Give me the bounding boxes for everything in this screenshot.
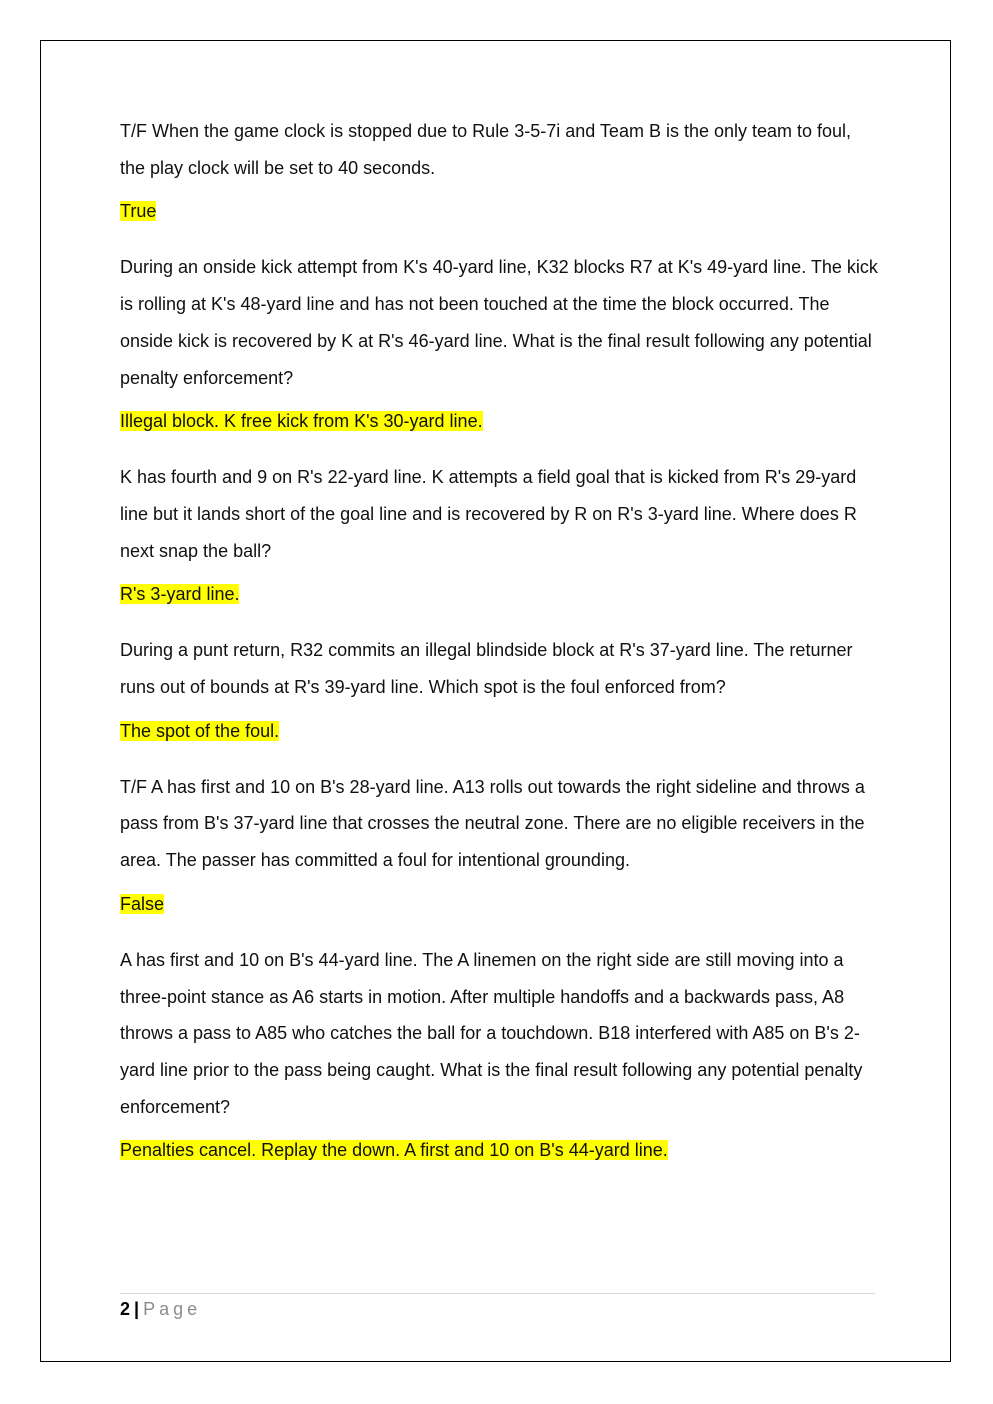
answer-highlight: False (120, 893, 165, 914)
answer-text (120, 719, 880, 743)
answer-text (120, 582, 880, 606)
answer-text (120, 892, 880, 916)
answer-highlight: The spot of the foul. (120, 720, 280, 741)
answer-highlight: Penalties cancel. Replay the down. A first and 10 on B's 44-yard line. (120, 1140, 668, 1161)
answer-highlight: R's 3-yard line. (120, 584, 240, 605)
question-text: During an onside kick attempt from K's 40-yard line, K32 blocks R7 at K's 49-yard line. The kick is rolling at K's 48-yard line and has not been touched at the time the block occurred. The onside kick is recovered by K at R's 46-yard line. What is the final result following any potential penalty enforcement? (120, 257, 878, 388)
answer-text (120, 409, 880, 433)
page-footer (120, 1293, 875, 1322)
page-label: Page (143, 1299, 202, 1319)
question-text: K has fourth and 9 on R's 22-yard line. K attempts a field goal that is kicked from R's 29-yard line but it lands short of the goal line and is recovered by R on R's 3-yard line. Where does R next snap the ball? (120, 467, 857, 561)
footer-separator: | (134, 1299, 140, 1319)
question-text: A has first and 10 on B's 44-yard line. The A linemen on the right side are still moving into a three-point stance as A6 starts in motion. After multiple handoffs and a backwards pass, A8 throws a pass to A85 who catches the ball for a touchdown. B18 interfered with A85 on B's 2-yard line prior to the pass being caught. What is the final result following any potential penalty enforcement? (120, 949, 863, 1117)
answer-text (120, 199, 880, 223)
document-body (120, 113, 880, 1188)
page-number: 2 (120, 1299, 131, 1319)
question-text: T/F When the game clock is stopped due to Rule 3-5-7i and Team B is the only team to foul, the play clock will be set to 40 seconds. (120, 121, 852, 178)
answer-text (120, 1138, 880, 1162)
question-text: During a punt return, R32 commits an illegal blindside block at R's 37-yard line. The returner runs out of bounds at R's 39-yard line. Which spot is the foul enforced from? (120, 640, 853, 698)
answer-highlight: True (120, 201, 157, 222)
question-text: T/F A has first and 10 on B's 28-yard line. A13 rolls out towards the right sideline and throws a pass from B's 37-yard line that crosses the neutral zone. There are no eligible receivers in the area. The passer has committed a foul for intentional grounding. (120, 776, 865, 871)
answer-highlight: Illegal block. K free kick from K's 30-yard line. (120, 411, 483, 432)
